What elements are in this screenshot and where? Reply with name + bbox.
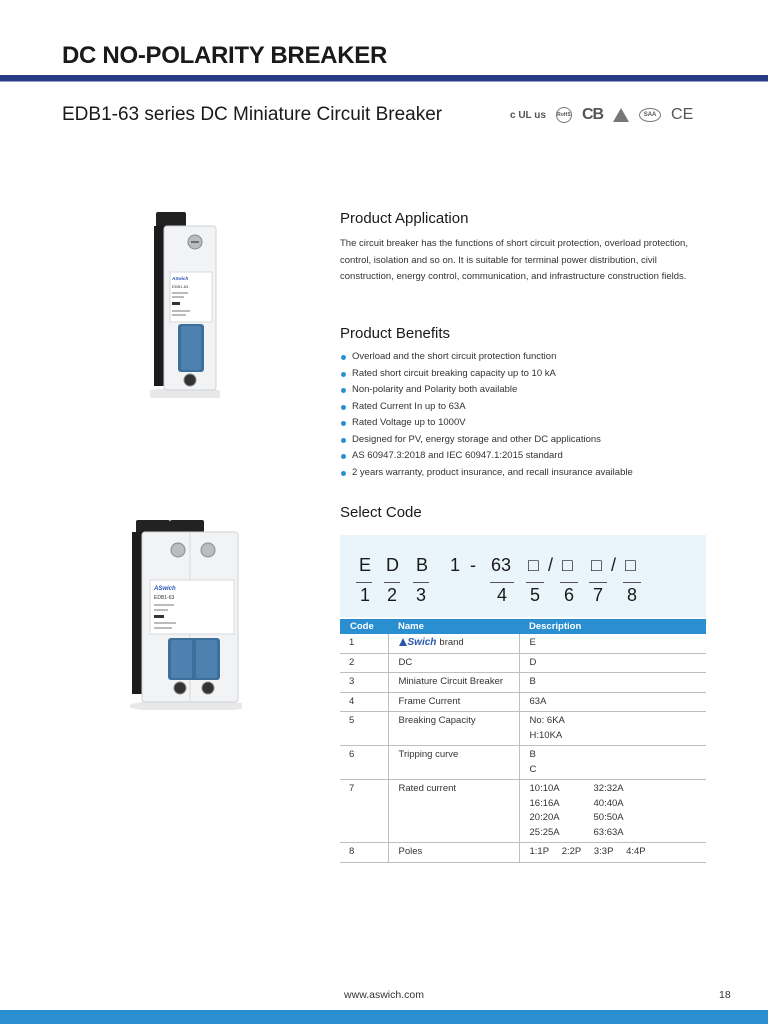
code-number: 1 bbox=[360, 585, 371, 605]
code-number: 2 bbox=[387, 585, 398, 605]
code-number: 4 bbox=[497, 585, 508, 605]
brand-logo-text: Swich bbox=[407, 637, 437, 648]
product-model: EDB1-63 bbox=[154, 595, 175, 601]
list-item: Rated Voltage up to 1000V bbox=[340, 415, 720, 432]
desc-line: No: 6KA bbox=[529, 715, 565, 726]
code-slash: / bbox=[611, 555, 617, 575]
code-underline bbox=[490, 582, 514, 583]
code-cell: 1 bbox=[340, 634, 388, 653]
list-item: AS 60947.3:2018 and IEC 60947.1:2015 standard bbox=[340, 448, 720, 465]
desc-cell: E bbox=[519, 634, 706, 653]
desc-line: 16:16A bbox=[529, 797, 560, 809]
code-number: 8 bbox=[627, 585, 638, 605]
code-cell: 8 bbox=[340, 843, 388, 863]
code-underline bbox=[589, 582, 607, 583]
code-cell: 7 bbox=[340, 780, 388, 843]
name-cell bbox=[388, 634, 519, 653]
desc-line: 2:2P bbox=[561, 846, 582, 857]
series-title: EDB1-63 series DC Miniature Circuit Breaker bbox=[62, 104, 443, 125]
code-cell: 5 bbox=[340, 712, 388, 746]
table-row bbox=[340, 653, 706, 673]
desc-line: 40:40A bbox=[593, 797, 624, 809]
application-text: The circuit breaker has the functions of short circuit protection, overload protection, control, isolation and so on. It is suitable for terminal power distribution, civil construction, energy control, communication, and infrastructure construction fields. bbox=[340, 238, 688, 282]
name-cell: DC bbox=[388, 653, 519, 673]
name-cell: Breaking Capacity bbox=[388, 712, 519, 746]
column-header: Code bbox=[340, 619, 388, 634]
column-header: Description bbox=[519, 619, 706, 634]
code-box-symbol: □ bbox=[528, 555, 539, 575]
name-cell: Poles bbox=[388, 843, 519, 863]
footer-url[interactable]: www.aswich.com bbox=[344, 989, 424, 1001]
saa-mark-icon: SAA bbox=[639, 108, 661, 122]
name-cell: Tripping curve bbox=[388, 746, 519, 780]
list-item: 2 years warranty, product insurance, and recall insurance available bbox=[340, 465, 720, 482]
name-cell: Frame Current bbox=[388, 692, 519, 712]
desc-line: 1:1P bbox=[529, 846, 550, 857]
code-number: 5 bbox=[530, 585, 541, 605]
table-row bbox=[340, 634, 706, 653]
code-cell: 4 bbox=[340, 692, 388, 712]
page-title: DC NO-POLARITY BREAKER bbox=[62, 42, 387, 69]
table-row bbox=[340, 692, 706, 712]
select-code-box bbox=[340, 535, 706, 617]
code-number: 7 bbox=[593, 585, 604, 605]
desc-cell bbox=[519, 746, 706, 780]
desc-line: C bbox=[529, 763, 537, 775]
cb-mark-icon: CB bbox=[581, 106, 604, 123]
code-cell: 6 bbox=[340, 746, 388, 780]
product-model: EDB1-63 bbox=[172, 284, 189, 289]
list-item: Rated Current In up to 63A bbox=[340, 399, 720, 416]
benefits-heading: Product Benefits bbox=[340, 325, 451, 342]
certification-logos bbox=[510, 105, 693, 125]
list-item: Overload and the short circuit protection function bbox=[340, 349, 720, 366]
code-letter: B bbox=[416, 555, 429, 575]
select-code-table bbox=[340, 619, 706, 863]
code-box-symbol: □ bbox=[562, 555, 573, 575]
desc-line: 3:3P bbox=[593, 846, 614, 857]
code-letter: E bbox=[359, 555, 372, 575]
desc-cell bbox=[519, 780, 706, 843]
desc-cell: 63A bbox=[519, 692, 706, 712]
ce-mark-icon: CE bbox=[671, 106, 694, 123]
code-letter: D bbox=[386, 555, 399, 575]
desc-line: B bbox=[529, 749, 536, 760]
desc-line: 25:25A bbox=[529, 826, 560, 838]
code-letter: 1 bbox=[450, 555, 461, 575]
code-dash: - bbox=[470, 555, 476, 575]
product-brand: ASwich bbox=[172, 276, 189, 281]
code-box-symbol: □ bbox=[625, 555, 636, 575]
table-row bbox=[340, 780, 706, 843]
table-row bbox=[340, 843, 706, 863]
benefits-list bbox=[340, 349, 720, 481]
name-cell: Miniature Circuit Breaker bbox=[388, 673, 519, 693]
code-cell: 3 bbox=[340, 673, 388, 693]
rohs-icon: RoHS bbox=[556, 107, 572, 123]
code-slash: / bbox=[548, 555, 554, 575]
code-underline bbox=[413, 582, 429, 583]
code-underline bbox=[526, 582, 544, 583]
desc-line: 63:63A bbox=[593, 826, 624, 838]
list-item: Designed for PV, energy storage and other DC applications bbox=[340, 432, 720, 449]
desc-cell bbox=[519, 843, 706, 863]
code-box-symbol: □ bbox=[591, 555, 602, 575]
desc-line: 20:20A bbox=[529, 812, 560, 823]
desc-cell: B bbox=[519, 673, 706, 693]
code-number: 3 bbox=[416, 585, 427, 605]
triangle-mark-icon bbox=[613, 108, 629, 122]
desc-cell: D bbox=[519, 653, 706, 673]
code-underline bbox=[356, 582, 372, 583]
double-pole-breaker-icon bbox=[130, 520, 242, 710]
single-pole-breaker-icon bbox=[150, 212, 220, 398]
table-header-row bbox=[340, 619, 706, 634]
name-text: brand bbox=[439, 637, 464, 648]
application-heading: Product Application bbox=[340, 210, 469, 227]
table-row bbox=[340, 746, 706, 780]
page-number: 18 bbox=[719, 989, 731, 1001]
ul-mark-icon: c UL us bbox=[510, 109, 546, 121]
code-underline bbox=[384, 582, 400, 583]
desc-line: 50:50A bbox=[593, 812, 624, 823]
desc-cell bbox=[519, 712, 706, 746]
name-cell: Rated current bbox=[388, 780, 519, 843]
table-row bbox=[340, 712, 706, 746]
code-underline bbox=[623, 582, 641, 583]
title-rule-thin bbox=[0, 81, 768, 82]
desc-line: 32:32A bbox=[593, 783, 624, 794]
desc-line: 4:4P bbox=[626, 846, 646, 857]
list-item: Rated short circuit breaking capacity up to 10 kA bbox=[340, 366, 720, 383]
column-header: Name bbox=[388, 619, 519, 634]
product-brand: ASwich bbox=[154, 586, 176, 592]
select-code-heading: Select Code bbox=[340, 504, 422, 521]
table-row bbox=[340, 673, 706, 693]
code-letter: 63 bbox=[491, 555, 512, 575]
aswich-logo-icon bbox=[399, 636, 437, 651]
desc-line: 10:10A bbox=[529, 783, 560, 794]
desc-line: H:10KA bbox=[529, 729, 563, 741]
footer-bar bbox=[0, 1010, 768, 1024]
code-underline bbox=[560, 582, 578, 583]
code-cell: 2 bbox=[340, 653, 388, 673]
list-item: Non-polarity and Polarity both available bbox=[340, 382, 720, 399]
code-number: 6 bbox=[564, 585, 575, 605]
